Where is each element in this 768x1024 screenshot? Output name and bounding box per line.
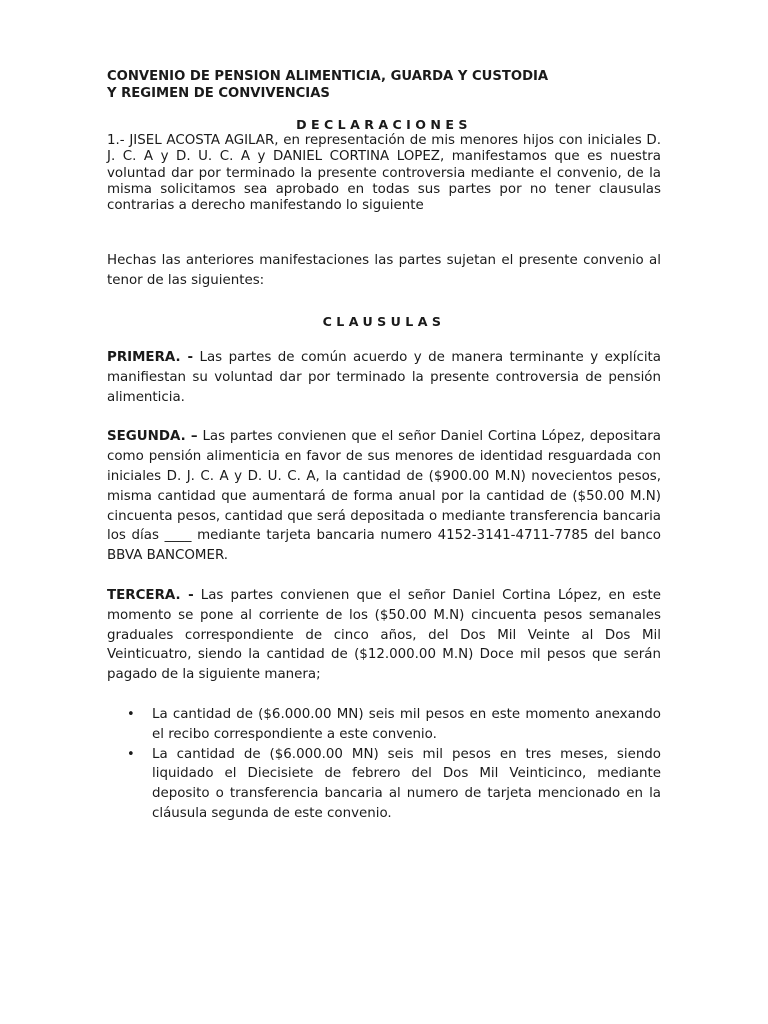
clausula-tercera-label: TERCERA. - (107, 588, 194, 604)
document-title-line-2: Y REGIMEN DE CONVIVENCIAS (107, 86, 330, 101)
document-title (107, 68, 661, 102)
clausula-segunda-text: Las partes convienen que el señor Daniel Cortina López, depositara como pensión alimenticia en favor de sus menores de identidad resguardada con iniciales D. J. C. A y D. U. C. A, la cantidad de ($900.00 M.N) novecientos pesos, misma cantidad que aumentará de forma anual por la cantidad de ($50.00 M.N) cincuenta pesos, cantidad que será depositada o mediante transferencia bancaria los días ____ mediante tarjeta bancaria numero 4152-3141-4711-7785 del banco BBVA BANCOMER. (107, 429, 661, 564)
clausula-primera-text: Las partes de común acuerdo y de manera terminante y explícita manifiestan su voluntad dar por terminado la presente controversia de pensión alimenticia. (107, 350, 661, 405)
document-page (107, 68, 661, 824)
clausula-primera-label: PRIMERA. - (107, 350, 194, 366)
document-title-line-1: CONVENIO DE PENSION ALIMENTICIA, GUARDA Y CUSTODIA (107, 69, 549, 84)
clausula-tercera (107, 586, 661, 685)
clausulas-heading: CLAUSULAS (322, 314, 446, 330)
declaraciones-heading: DECLARACIONES (296, 117, 472, 132)
list-item-text: La cantidad de ($6.000.00 MN) seis mil pesos en tres meses, siendo liquidado el Diecisiete de febrero del Dos Mil Veinticinco, mediante deposito o transferencia bancaria al numero de tarjeta mencionado en la cláusula segunda de este convenio. (152, 746, 661, 822)
clausula-segunda (107, 427, 661, 566)
clausula-primera (107, 348, 661, 407)
clausula-tercera-text: Las partes convienen que el señor Daniel Cortina López, en este momento se pone al corriente de los ($50.00 M.N) cincuenta pesos semanales graduales correspondiente de cinco años, del Dos Mil Veinte al Dos Mil Veinticuatro, siendo la cantidad de ($12.000.00 M.N) Doce mil pesos que serán pagado de la siguiente manera; (107, 588, 662, 683)
list-item (107, 745, 661, 824)
bullet-icon: • (127, 707, 135, 723)
manifestaciones-paragraph: Hechas las anteriores manifestaciones las partes sujetan el presente convenio al tenor de las siguientes: (107, 253, 661, 289)
declaraciones-paragraph: 1.- JISEL ACOSTA AGILAR, en representación de mis menores hijos con iniciales D. J. C. A y D. U. C. A y DANIEL CORTINA LOPEZ, manifestamos que es nuestra voluntad dar por terminado la presente controversia mediante el convenio, de la misma solicitamos sea aprobado en todas sus partes por no tener clausulas contrarias a derecho manifestando lo siguiente (107, 133, 661, 214)
list-item (107, 705, 661, 745)
payment-list (107, 705, 661, 824)
clausula-segunda-label: SEGUNDA. – (107, 429, 198, 445)
bullet-icon: • (127, 746, 135, 762)
list-item-text: La cantidad de ($6.000.00 MN) seis mil pesos en este momento anexando el recibo correspondiente a este convenio. (152, 707, 661, 742)
